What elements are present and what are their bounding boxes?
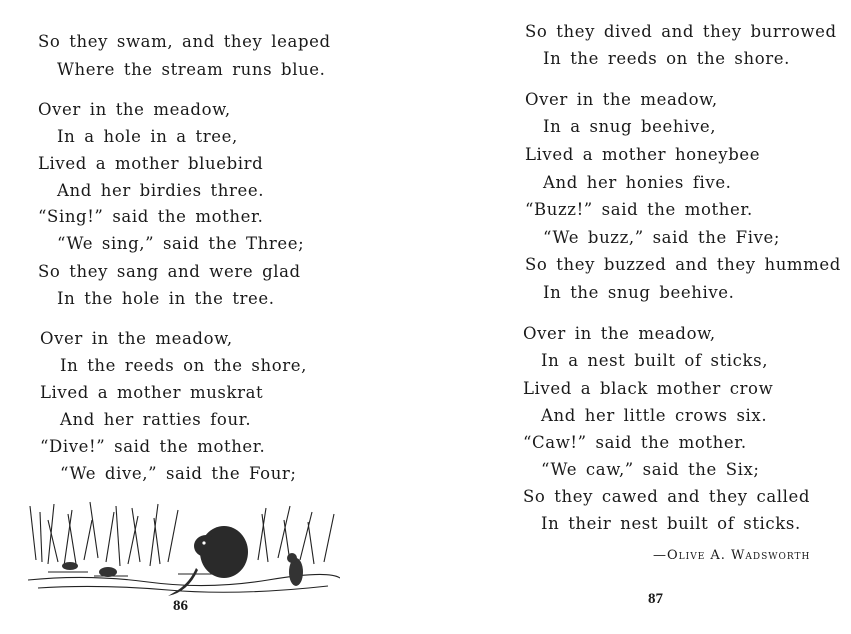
- muskrat-illustration: [28, 500, 340, 600]
- poem-line: Over in the meadow,: [40, 329, 233, 348]
- poem-line: “We dive,” said the Four;: [60, 464, 297, 483]
- poem-line: “We caw,” said the Six;: [541, 460, 760, 479]
- poem-line: So they buzzed and they hummed: [525, 255, 841, 274]
- poem-line: And her honies five.: [543, 173, 732, 192]
- poem-line: And her little crows six.: [541, 406, 768, 425]
- left-page: [0, 0, 425, 634]
- poem-line: In the reeds on the shore.: [543, 49, 790, 68]
- author-signature: —Olive A. Wadsworth: [653, 548, 811, 563]
- poem-line: Lived a mother bluebird: [38, 154, 264, 173]
- poem-line: So they cawed and they called: [523, 487, 811, 506]
- poem-line: “Buzz!” said the mother.: [525, 200, 753, 219]
- poem-line: In the hole in the tree.: [57, 289, 275, 308]
- poem-line: “We buzz,” said the Five;: [543, 228, 781, 247]
- poem-line: In a hole in a tree,: [57, 127, 238, 146]
- poem-line: And her ratties four.: [60, 410, 252, 429]
- poem-line: Over in the meadow,: [525, 90, 718, 109]
- poem-line: “We sing,” said the Three;: [57, 234, 305, 253]
- poem-line: Over in the meadow,: [523, 324, 716, 343]
- right-page: [425, 0, 851, 634]
- poem-line: So they sang and were glad: [38, 262, 301, 281]
- poem-line: In a nest built of sticks,: [541, 351, 769, 370]
- poem-line: In their nest built of sticks.: [541, 514, 801, 533]
- poem-line: Lived a mother muskrat: [40, 383, 264, 402]
- poem-line: “Dive!” said the mother.: [40, 437, 266, 456]
- poem-line: So they swam, and they leaped: [38, 32, 331, 51]
- poem-line: In a snug beehive,: [543, 117, 717, 136]
- poem-line: “Sing!” said the mother.: [38, 207, 264, 226]
- poem-line: Where the stream runs blue.: [57, 60, 326, 79]
- page-number: 86: [173, 598, 188, 614]
- poem-line: In the reeds on the shore,: [60, 356, 307, 375]
- poem-line: Lived a black mother crow: [523, 379, 774, 398]
- poem-line: Lived a mother honeybee: [525, 145, 761, 164]
- poem-line: Over in the meadow,: [38, 100, 231, 119]
- poem-line: “Caw!” said the mother.: [523, 433, 747, 452]
- poem-line: In the snug beehive.: [543, 283, 735, 302]
- page-number: 87: [648, 591, 663, 607]
- poem-line: And her birdies three.: [57, 181, 265, 200]
- poem-line: So they dived and they burrowed: [525, 22, 837, 41]
